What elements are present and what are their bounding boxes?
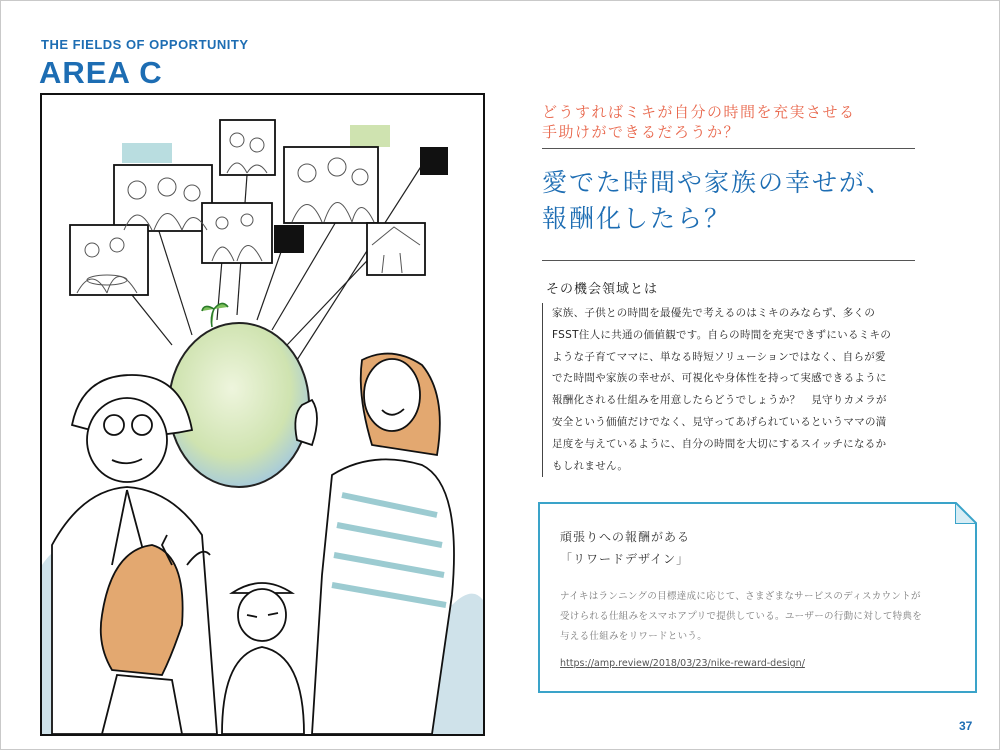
body-line: 足度を与えているように、自分の時間を大切にするスイッチになるか — [552, 437, 887, 450]
black-square-1 — [420, 147, 448, 175]
reference-link[interactable]: https://amp.review/2018/03/23/nike-reward-design/ — [560, 658, 805, 669]
patch-teal — [122, 143, 172, 163]
body-line: 報酬化される仕組みを用意したらどうでしょうか？ 見守りカメラが — [552, 394, 887, 407]
card-subtitle: 「リワードデザイン」 — [560, 552, 690, 566]
body-line: でた時間や家族の幸せが、可視化や身体性を持って実感できるように — [552, 372, 887, 385]
family-egg-illustration — [42, 95, 483, 734]
patch-green — [350, 125, 390, 147]
son — [222, 583, 304, 734]
sprout — [202, 303, 228, 327]
question-line-2: 手助けができるだろうか？ — [542, 123, 741, 141]
opportunity-question — [542, 102, 922, 142]
card-line: 与える仕組みをリワードという。 — [560, 631, 708, 642]
body-line: 安全という価値だけでなく、見守ってあげられているというママの満 — [552, 415, 887, 428]
headline-line-1: 愛でた時間や家族の幸せが、 — [542, 168, 894, 197]
body-line: FSST住人に共通の価値観です。自らの時間を充実できずにいるミキの — [552, 328, 892, 341]
area-title: AREA C — [39, 55, 163, 90]
card-line: ナイキはランニングの目標達成に応じて、さまざまなサービスのディスカウントが — [560, 591, 921, 602]
section-title: その機会領域とは — [546, 282, 659, 297]
divider-bottom — [542, 260, 915, 261]
card-title: 頑張りへの報酬がある — [560, 530, 691, 544]
body-line: ような子育てママに、単なる時短ソリューションではなく、自らが愛 — [552, 350, 886, 363]
headline — [542, 165, 932, 237]
question-line-1: どうすればミキが自分の時間を充実させる — [542, 103, 856, 121]
body-line: もしれません。 — [552, 459, 629, 472]
black-square-2 — [274, 225, 304, 253]
headline-line-2: 報酬化したら？ — [542, 204, 732, 233]
divider-top — [542, 148, 915, 149]
mother — [295, 354, 454, 734]
illustration — [40, 93, 485, 736]
page-fold-icon — [955, 502, 977, 524]
card-line: 受けられる仕組みをスマホアプリで提供している。ユーザーの行動に対して特典を — [560, 611, 923, 622]
reward-design-card — [538, 502, 977, 693]
green-egg — [169, 323, 309, 487]
page-number: 37 — [959, 719, 973, 733]
card-description — [560, 587, 960, 647]
body-text — [542, 303, 924, 477]
section-kicker: THE FIELDS OF OPPORTUNITY — [41, 37, 249, 52]
body-line: 家族、子供との時間を最優先で考えるのはミキのみならず、多くの — [552, 307, 876, 319]
